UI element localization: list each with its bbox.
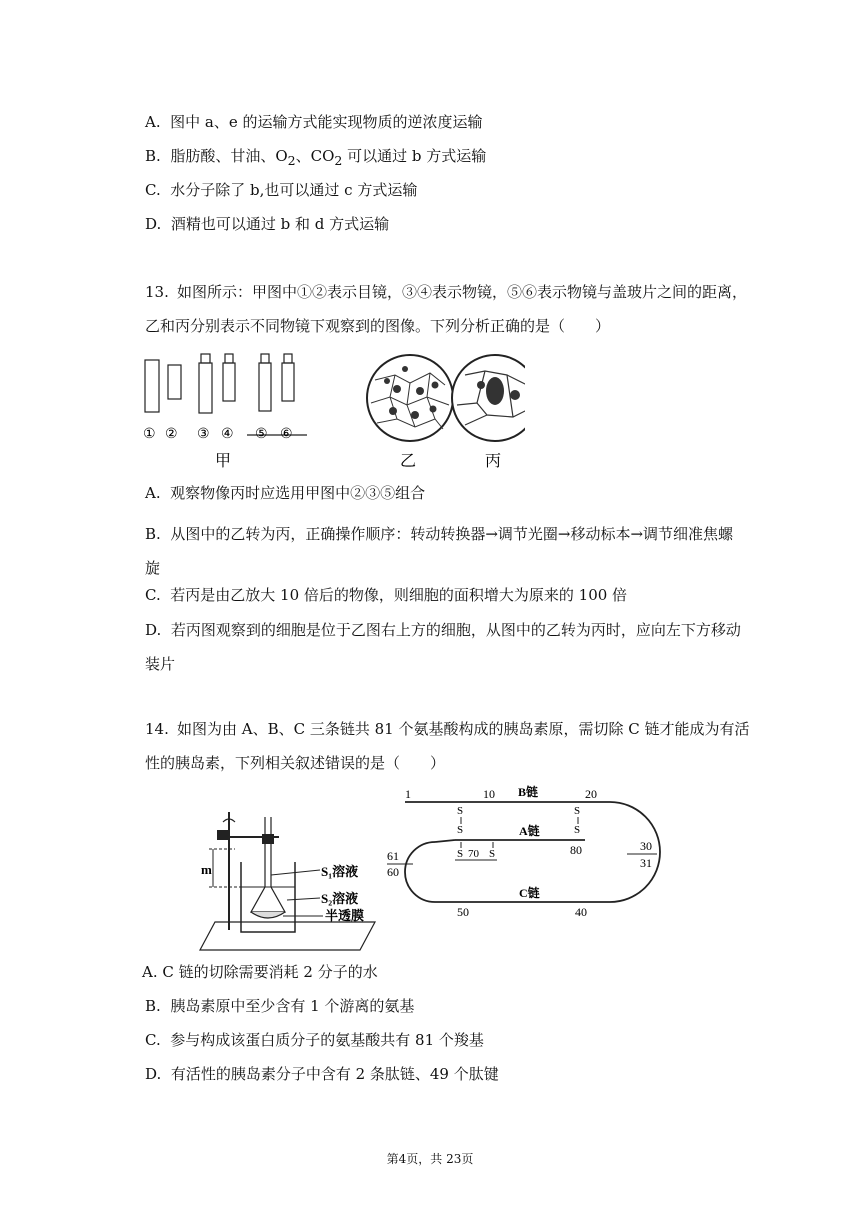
q13-stem: 13. 如图所示：甲图中①②表示目镜，③④表示物镜，⑤⑥表示物镜与盖玻片之间的距离，乙和丙分别表示不同物镜下观察到的图像。下列分析正确的是（ ） bbox=[145, 283, 748, 335]
label-6: ⑥ bbox=[280, 427, 293, 442]
label-3: ③ bbox=[197, 427, 210, 442]
q13-option-d: D. 若丙图观察到的细胞是位于乙图右上方的细胞，从图中的乙转为丙时，应向左下方移动装片 bbox=[145, 621, 741, 673]
svg-text:30: 30 bbox=[640, 839, 652, 853]
page-footer: 第4页，共 23页 bbox=[386, 1152, 474, 1166]
label-5: ⑤ bbox=[255, 427, 268, 442]
q13-option-a: A. 观察物像丙时应选用甲图中②③⑤组合 bbox=[145, 484, 426, 502]
q12-option-b: B. 脂肪酸、甘油、$O_2$、$CO_2$ 可以通过 b 方式运输 bbox=[145, 147, 487, 168]
label-membrane: 半透膜 bbox=[325, 908, 365, 923]
label-bing: 丙 bbox=[485, 453, 502, 470]
svg-text:31: 31 bbox=[640, 856, 652, 870]
label-1: ① bbox=[143, 427, 156, 442]
svg-text:20: 20 bbox=[585, 787, 597, 801]
label-a-chain: A链 bbox=[519, 824, 540, 838]
svg-text:S: S bbox=[457, 805, 464, 817]
label-yi: 乙 bbox=[400, 453, 417, 470]
osmosis-figure bbox=[195, 812, 395, 952]
svg-text:61: 61 bbox=[387, 849, 399, 863]
q14-option-d: D. 有活性的胰岛素分子中含有 2 条肽链、49 个肽键 bbox=[145, 1065, 499, 1083]
svg-text:10: 10 bbox=[483, 787, 495, 801]
label-s1: S₁溶液 bbox=[321, 864, 359, 879]
q13-option-c: C. 若丙是由乙放大 10 倍后的物像，则细胞的面积增大为原来的 100 倍 bbox=[145, 586, 628, 604]
svg-text:40: 40 bbox=[575, 905, 587, 919]
q14-option-b: B. 胰岛素原中至少含有 1 个游离的氨基 bbox=[145, 997, 415, 1015]
q14-option-c: C. 参与构成该蛋白质分子的氨基酸共有 81 个羧基 bbox=[145, 1031, 484, 1049]
svg-text:1: 1 bbox=[405, 787, 411, 801]
insulin-figure bbox=[385, 780, 670, 920]
label-m: m bbox=[201, 862, 212, 877]
svg-text:S: S bbox=[457, 848, 464, 860]
q14-stem: 14. 如图为由 A、B、C 三条链共 81 个氨基酸构成的胰岛素原，需切除 C 链才能成为有活性的胰岛素，下列相关叙述错误的是（ ） bbox=[145, 720, 750, 772]
q14-option-a: A. C 链的切除需要消耗 2 分子的水 bbox=[142, 963, 378, 981]
svg-text:60: 60 bbox=[387, 865, 399, 879]
q12-option-a: A. 图中 a、e 的运输方式能实现物质的逆浓度运输 bbox=[145, 113, 483, 131]
q12-option-d: D. 酒精也可以通过 b 和 d 方式运输 bbox=[145, 215, 390, 233]
svg-text:70: 70 bbox=[468, 848, 479, 860]
microscope-figure bbox=[135, 345, 525, 475]
svg-text:S: S bbox=[574, 824, 581, 836]
svg-text:S: S bbox=[574, 805, 581, 817]
label-4: ④ bbox=[221, 427, 234, 442]
q13-option-b: B. 从图中的乙转为丙，正确操作顺序：转动转换器→调节光圈→移动标本→调节细准焦螺旋 bbox=[145, 525, 734, 577]
svg-text:S: S bbox=[489, 848, 496, 860]
q12-option-c: C. 水分子除了 b,也可以通过 c 方式运输 bbox=[145, 181, 418, 199]
svg-text:50: 50 bbox=[457, 905, 469, 919]
label-2: ② bbox=[165, 427, 178, 442]
label-c-chain: C链 bbox=[519, 886, 540, 900]
label-jia: 甲 bbox=[215, 453, 232, 470]
svg-text:S: S bbox=[457, 824, 464, 836]
svg-text:80: 80 bbox=[570, 843, 582, 857]
label-b-chain: B链 bbox=[518, 785, 539, 799]
label-s2: S₂溶液 bbox=[321, 891, 359, 906]
